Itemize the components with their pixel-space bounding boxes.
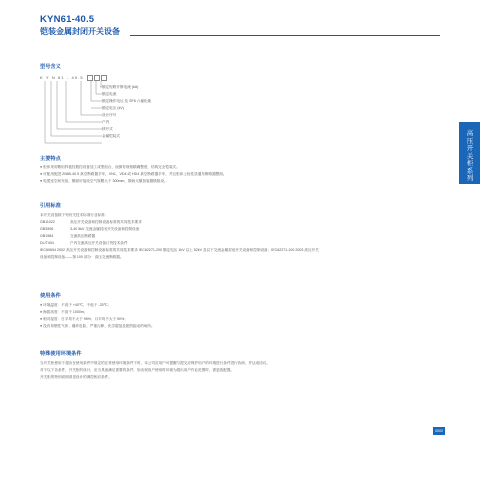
model-label: 金属铠装式 [102, 134, 120, 138]
model-label: 额定电压 (kV) [102, 106, 124, 110]
special-conditions-heading: 特殊使用环境条件 [40, 351, 82, 357]
model-code-tree-diagram [44, 81, 134, 145]
condition-item: ● 海拔高度：不高于 1000m； [40, 310, 88, 314]
model-section-heading: 型号含义 [40, 64, 61, 70]
feature-item: ● 电缆室空间充裕，额面可接设空气厚膜大于 300mm，额间大额加装避锚数设。 [40, 179, 168, 183]
conditions-heading: 使用条件 [40, 293, 61, 299]
standard-item [40, 240, 440, 247]
special-condition-line: 当开关柜使用于超出在使用条件中规定的正常使用环境条件下时，本公司应用户可提醒与提交应保护用户的环境进行条件进行协商，并达成协议。 [40, 361, 270, 365]
condition-item: ● 相对湿度：日平均不大于 95%；月平均不大于 90%； [40, 317, 128, 321]
model-label: 额定短路开断电流 (kA) [102, 85, 139, 89]
special-condition-line: 对于以下各条件，开关柜的设计，应当具备满足需要的条件，如出现用户使用时环境为超出用户作业范围时，需更改配置。 [40, 368, 235, 372]
model-label: 额定操作电压 及 SF6 六氟化硫 [102, 99, 152, 103]
model-code-letters: K Y N 61 - 40.5 [40, 75, 84, 81]
standard-text: 户内交流高压开关设备订货技术条件 [70, 241, 128, 245]
sidebar-tab-label: 高压开关柜系列 [466, 130, 474, 182]
standard-text: 交流高压断路器 [70, 234, 96, 238]
features-heading: 主要特点 [40, 156, 61, 162]
feature-item: ● 可配用配进 ZN85-40.5 真空断路器手车，VN1、VD4 或 HD4 真空断路器手车，并且柜体上检性质通布断路器整面。 [40, 172, 227, 176]
standard-item [40, 233, 440, 240]
standard-item [40, 226, 440, 233]
title-divider [130, 35, 440, 36]
page-subtitle: 铠装金属封闭开关设备 [40, 27, 120, 36]
special-conditions-text [40, 360, 440, 381]
standard-code: GB11022 [40, 220, 55, 224]
standard-text: 3-40 5kV 交流金属封闭开关设备和控制设备 [70, 227, 140, 231]
condition-item: ● 环境温度：不高于 +40℃，不低于 -25℃； [40, 303, 112, 307]
feature-item: ● 柜体采用敷铝锌板经数控设备加工成型组合，而拥有规格精确整度，结构完全铠装式。 [40, 165, 180, 169]
standards-heading: 引用标准 [40, 203, 61, 209]
page-number: 0000 [435, 429, 443, 433]
standards-intro: 本开关设备除下列有关技术标准行业标准： [40, 213, 109, 217]
standard-code: GB3906 [40, 227, 54, 231]
features-list [40, 164, 440, 185]
standard-code: DL/T404 [40, 241, 54, 245]
page-title: KYN61-40.5 [40, 14, 95, 25]
model-label: 设计序号 [102, 113, 117, 117]
standard-code: GB1984 [40, 234, 54, 238]
special-condition-line: 开关柜的特别说明请见设计的调控相应条件。 [40, 375, 112, 379]
model-label: 户内 [102, 120, 110, 124]
standards-list [40, 212, 440, 261]
standard-iec-line: IEC60694 2002 高压开关设备和控制设备标准的共同技术要求 IEC62271-200 额定电压 1kV 以上 52kV 及以下交流金属封闭开关设备和控制设备；IEC62271-100 2003 高压开关 [40, 248, 319, 252]
model-label: 额定电流 [102, 92, 117, 96]
standard-iec-line: 设备和控制设备——第 100 部分：高压交流断路器。 [40, 255, 124, 259]
standard-item [40, 219, 440, 226]
model-label: 移开式 [102, 127, 113, 131]
standard-text: 高压开关设备和控制设备标准的共同技术要求 [70, 220, 142, 224]
conditions-list [40, 302, 440, 330]
condition-item: ● 没有易燃性气体、爆炸危险、严重污秽、化学腐蚀及剧烈振动的场所。 [40, 324, 155, 328]
